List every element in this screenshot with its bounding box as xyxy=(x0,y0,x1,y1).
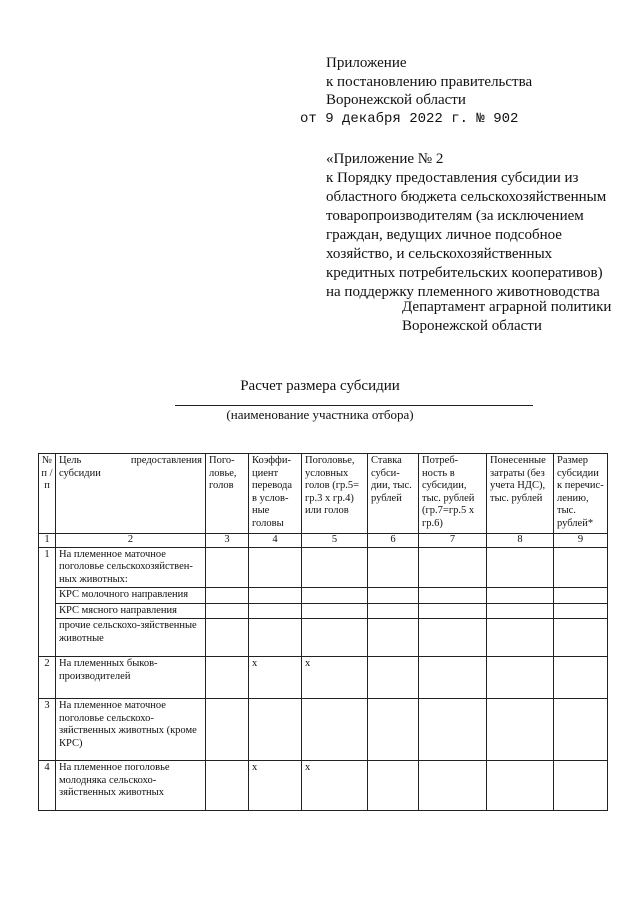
header-cell: Понесенные затраты (без учета НДС), тыс. рублей xyxy=(487,454,554,534)
data-cell xyxy=(368,603,419,619)
participant-name-caption: (наименование участника отбора) xyxy=(226,407,414,422)
table-row xyxy=(39,603,608,619)
data-cell xyxy=(368,619,419,657)
data-cell xyxy=(554,657,608,699)
header-cell: Потреб-ность в субсидии, тыс. рублей (гр.7=гр.5 х гр.6) xyxy=(419,454,487,534)
row-number: 3 xyxy=(39,699,56,761)
document-title: Расчет размера субсидии xyxy=(240,378,400,394)
data-cell: х xyxy=(302,657,368,699)
data-cell xyxy=(249,699,302,761)
table-header-row xyxy=(39,454,608,534)
appendix2-line: хозяйство, и сельскохозяйственных xyxy=(326,246,553,262)
header-cell: Коэффи-циент перевода в услов-ные головы xyxy=(249,454,302,534)
subsidy-calculation-table xyxy=(38,453,608,811)
table-row xyxy=(39,619,608,657)
data-cell xyxy=(249,603,302,619)
row-label: На племенное поголовье молодняка сельскохо-зяйственных животных xyxy=(56,761,206,811)
data-cell xyxy=(554,547,608,588)
data-cell xyxy=(206,699,249,761)
appendix2-line: областного бюджета сельскохозяйственным xyxy=(326,189,607,205)
data-cell xyxy=(419,547,487,588)
data-cell xyxy=(487,603,554,619)
column-number-row xyxy=(39,534,608,548)
data-cell xyxy=(368,588,419,604)
row-label: На племенное маточное поголовье сельскохозяйствен-ных животных: xyxy=(56,547,206,588)
data-cell xyxy=(368,547,419,588)
appendix-header xyxy=(300,54,533,128)
header-cell: Поголовье, условных голов (гр.5= гр.3 х гр.4) или голов xyxy=(302,454,368,534)
appendix2-line: на поддержку племенного животноводства xyxy=(326,284,600,300)
column-number: 1 xyxy=(39,534,56,548)
data-cell: х xyxy=(249,761,302,811)
data-cell xyxy=(419,657,487,699)
data-cell xyxy=(487,619,554,657)
column-number: 4 xyxy=(249,534,302,548)
appendix2-line: «Приложение № 2 xyxy=(326,151,444,167)
column-number: 3 xyxy=(206,534,249,548)
table-row xyxy=(39,588,608,604)
decree-date: от 9 декабря 2022 г. № 902 xyxy=(300,110,519,127)
data-cell xyxy=(302,547,368,588)
table-row xyxy=(39,657,608,699)
data-cell xyxy=(302,699,368,761)
department-line: Воронежской области xyxy=(402,317,542,334)
data-cell xyxy=(487,761,554,811)
data-cell xyxy=(554,761,608,811)
data-cell xyxy=(487,657,554,699)
column-number: 5 xyxy=(302,534,368,548)
data-cell xyxy=(206,761,249,811)
data-cell xyxy=(302,588,368,604)
data-cell: х xyxy=(302,761,368,811)
row-label: КРС молочного направления xyxy=(56,588,206,604)
row-number: 4 xyxy=(39,761,56,811)
participant-name-line xyxy=(175,405,533,406)
data-cell xyxy=(206,547,249,588)
data-cell xyxy=(249,619,302,657)
data-cell xyxy=(368,657,419,699)
data-cell xyxy=(206,619,249,657)
row-number: 1 xyxy=(39,547,56,657)
data-cell xyxy=(419,588,487,604)
data-cell xyxy=(419,699,487,761)
data-cell xyxy=(419,603,487,619)
appendix2-line: кредитных потребительских кооперативов) xyxy=(326,265,603,281)
header-cell: № п / п xyxy=(39,454,56,534)
row-number: 2 xyxy=(39,657,56,699)
data-cell xyxy=(206,603,249,619)
data-cell xyxy=(487,699,554,761)
data-cell xyxy=(554,603,608,619)
data-cell xyxy=(302,619,368,657)
department xyxy=(402,298,611,335)
data-cell xyxy=(419,619,487,657)
data-cell xyxy=(302,603,368,619)
data-cell xyxy=(487,588,554,604)
data-cell xyxy=(368,699,419,761)
data-cell xyxy=(368,761,419,811)
column-number: 2 xyxy=(56,534,206,548)
header-cell: Цель предоставления субсидии xyxy=(56,454,206,534)
data-cell xyxy=(206,657,249,699)
data-cell: х xyxy=(249,657,302,699)
data-cell xyxy=(487,547,554,588)
data-cell xyxy=(249,547,302,588)
row-label: КРС мясного направления xyxy=(56,603,206,619)
data-cell xyxy=(249,588,302,604)
row-label: прочие сельскохо-зяйственные животные xyxy=(56,619,206,657)
header-cell: Пого-ловье, голов xyxy=(206,454,249,534)
row-label: На племенное маточное поголовье сельскохо-зяйственных животных (кроме КРС) xyxy=(56,699,206,761)
column-number: 8 xyxy=(487,534,554,548)
column-number: 9 xyxy=(554,534,608,548)
column-number: 6 xyxy=(368,534,419,548)
data-cell xyxy=(554,619,608,657)
header-cell: Размер субсидии к перечис-лению, тыс. рублей* xyxy=(554,454,608,534)
appendix2-line: граждан, ведущих личное подсобное xyxy=(326,227,562,243)
table-row xyxy=(39,699,608,761)
table-row xyxy=(39,761,608,811)
appendix2-line: к Порядку предоставления субсидии из xyxy=(326,170,579,186)
data-cell xyxy=(206,588,249,604)
header-line: к постановлению правительства xyxy=(326,73,533,90)
column-number: 7 xyxy=(419,534,487,548)
header-line: Воронежской области xyxy=(326,92,466,108)
header-line: Приложение xyxy=(326,55,407,71)
appendix2-header xyxy=(326,150,626,302)
row-label: На племенных быков-производителей xyxy=(56,657,206,699)
data-cell xyxy=(554,588,608,604)
table-row xyxy=(39,547,608,588)
header-cell: Ставка субси-дии, тыс. рублей xyxy=(368,454,419,534)
data-cell xyxy=(419,761,487,811)
appendix2-line: товаропроизводителям (за исключением xyxy=(326,208,584,224)
data-cell xyxy=(554,699,608,761)
department-line: Департамент аграрной политики xyxy=(402,299,612,315)
